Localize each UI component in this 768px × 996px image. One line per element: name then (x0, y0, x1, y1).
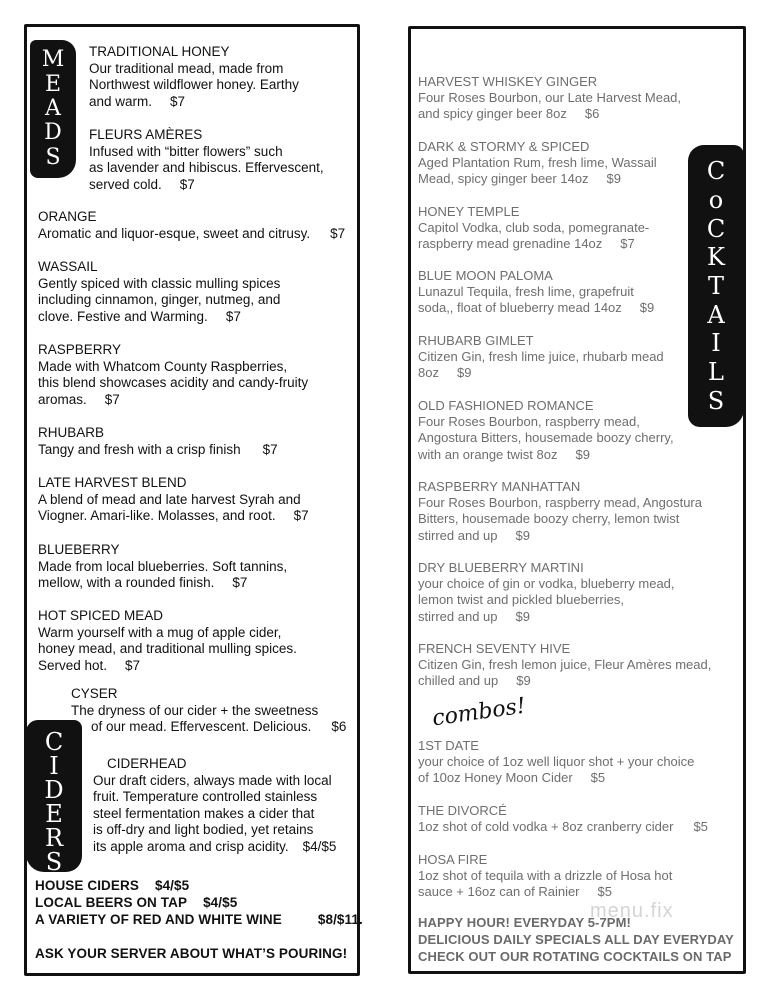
item-desc-line: sauce + 16oz can of Rainier (418, 884, 580, 900)
item-price: $9 (516, 673, 531, 689)
tab-letter: I (711, 329, 721, 358)
happy-hour-line: HAPPY HOUR! EVERYDAY 5-7PM! (418, 915, 631, 930)
cocktail-item (418, 560, 738, 625)
item-price: $7 (262, 441, 278, 457)
item-title: 1ST DATE (418, 738, 479, 753)
item-desc-line: Made from local blueberries. Soft tannins, (38, 558, 288, 574)
item-price: $9 (639, 300, 655, 316)
item-title: TRADITIONAL HONEY (89, 44, 230, 59)
cocktail-item (418, 268, 690, 317)
tab-letter: I (49, 752, 59, 780)
item-title: CIDERHEAD (107, 756, 187, 771)
tab-letter: R (44, 824, 64, 852)
item-desc-line: Served hot. (38, 657, 108, 673)
item-price: $5 (693, 819, 708, 835)
tab-letter: C (706, 214, 726, 243)
cocktails-section-tab (688, 145, 744, 427)
item-desc-line: soda,, float of blueberry mead 14oz (418, 300, 622, 316)
item-desc-line: this blend showcases acidity and candy-fruity (38, 375, 309, 391)
mead-item (38, 425, 360, 458)
combo-item (418, 738, 742, 787)
item-desc-line: stirred and up (418, 608, 498, 624)
item-desc-line: your choice of 1oz well liquor shot + your choice (418, 754, 695, 770)
mead-item (89, 127, 359, 193)
item-title: WASSAIL (38, 259, 98, 274)
cocktail-item (418, 74, 690, 123)
item-price: $9 (575, 446, 590, 462)
item-title: BLUE MOON PALOMA (418, 268, 553, 283)
item-desc-line: Mead, spicy ginger beer 14oz (418, 171, 589, 187)
item-title: RHUBARB (38, 425, 105, 440)
tab-letter: M (41, 47, 65, 73)
item-desc-line: Bitters, housemade boozy cherry, lemon twist (418, 511, 680, 527)
daily-specials-line: DELICIOUS DAILY SPECIALS ALL DAY EVERYDAY (418, 932, 734, 947)
item-price: $7 (179, 176, 195, 192)
item-price: $7 (330, 225, 346, 241)
item-desc-line: lemon twist and pickled blueberries, (418, 592, 624, 608)
item-price: $7 (225, 308, 241, 324)
item-desc-line: Tangy and fresh with a crisp finish (38, 441, 241, 457)
item-price: $7 (104, 391, 120, 407)
item-desc-line: Gently spiced with classic mulling spices (38, 275, 281, 291)
item-price: $5 (597, 884, 612, 900)
item-desc-line: chilled and up (418, 673, 499, 689)
mead-item (38, 342, 360, 408)
item-title: FRENCH SEVENTY HIVE (418, 641, 571, 656)
item-desc-line: Aromatic and liquor-esque, sweet and citrusy. (38, 225, 311, 241)
item-desc-line: of 10oz Honey Moon Cider (418, 770, 573, 786)
item-title: CYSER (71, 686, 118, 701)
item-title: HOSA FIRE (418, 852, 488, 867)
item-desc-line: clove. Festive and Warming. (38, 308, 208, 324)
item-desc-line: The dryness of our cider + the sweetness (71, 702, 319, 718)
tab-letter: K (707, 243, 725, 272)
item-title: HARVEST WHISKEY GINGER (418, 74, 598, 89)
item-title: OLD FASHIONED ROMANCE (418, 398, 594, 413)
item-desc-line: Our draft ciders, always made with local (93, 772, 332, 788)
item-price: $7 (125, 657, 141, 673)
item-price: $7 (170, 93, 186, 109)
item-price: $7 (293, 508, 309, 524)
cocktail-item (418, 398, 690, 463)
item-desc-line: stirred and up (418, 527, 498, 543)
item-desc-line: served cold. (89, 176, 162, 192)
item-price: $9 (456, 365, 472, 381)
item-desc-line: raspberry mead grenadine 14oz (418, 236, 603, 252)
item-desc-line: Made with Whatcom County Raspberries, (38, 358, 288, 374)
item-title: BLUEBERRY (38, 542, 120, 557)
item-price: $9 (515, 527, 530, 543)
item-price: $7 (620, 236, 635, 252)
item-desc-line: Lunazul Tequila, fresh lime, grapefruit (418, 284, 634, 300)
item-price: $9 (606, 171, 622, 187)
item-desc-line: Aged Plantation Rum, fresh lime, Wassail (418, 155, 657, 171)
item-desc-line: Capitol Vodka, club soda, pomegranate- (418, 220, 650, 236)
item-desc-line: 1oz shot of cold vodka + 8oz cranberry cider (418, 819, 674, 835)
item-price: $6 (331, 719, 347, 735)
tab-letter: A (45, 95, 61, 121)
item-desc-line: aromas. (38, 391, 87, 407)
item-title: DRY BLUEBERRY MARTINI (418, 560, 584, 575)
item-title: LATE HARVEST BLEND (38, 475, 187, 490)
item-desc-line: Citizen Gin, fresh lemon juice, Fleur Amères mead, (418, 657, 712, 673)
combo-item (418, 803, 742, 835)
item-desc-line: 8oz (418, 365, 439, 381)
ask-server-line: ASK YOUR SERVER ABOUT WHAT’S POURING! (35, 946, 348, 961)
item-desc-line: including cinnamon, ginger, nutmeg, and (38, 292, 281, 308)
tab-letter: A (707, 300, 725, 329)
local-beers-line: LOCAL BEERS ON TAP $4/$5 (35, 895, 238, 910)
item-desc-line: as lavender and hibiscus. Effervescent, (89, 160, 324, 176)
item-desc-line: and spicy ginger beer 8oz (418, 106, 567, 122)
item-desc-line: your choice of gin or vodka, blueberry mead, (418, 576, 675, 592)
tab-letter: C (706, 157, 726, 186)
mead-item (38, 608, 360, 674)
mead-item (89, 44, 359, 110)
item-desc-line: of our mead. Effervescent. Delicious. (91, 719, 312, 735)
item-desc-line: Four Roses Bourbon, raspberry mead, Angostura (418, 495, 702, 511)
wine-line: A VARIETY OF RED AND WHITE WINE $8/$11. (35, 912, 363, 927)
item-desc-line: A blend of mead and late harvest Syrah and (38, 491, 301, 507)
item-price: $5 (590, 770, 606, 786)
tab-letter: E (44, 71, 62, 97)
item-title: HOT SPICED MEAD (38, 608, 164, 623)
item-desc-line: with an orange twist 8oz (418, 446, 558, 462)
cider-item (71, 686, 359, 736)
cider-item (93, 756, 359, 856)
tab-letter: T (707, 271, 724, 300)
tab-letter: D (44, 776, 64, 804)
item-desc-line: fruit. Temperature controlled stainless (93, 789, 318, 805)
meads-section-tab (30, 40, 76, 178)
item-price: $7 (232, 575, 248, 591)
item-desc-line: Infused with “bitter flowers” such (89, 143, 283, 159)
item-desc-line: 1oz shot of tequila with a drizzle of Hosa hot (418, 868, 673, 884)
item-desc-line: is off-dry and light bodied, yet retains (93, 822, 314, 838)
tab-letter: E (45, 800, 63, 828)
item-title: RASPBERRY MANHATTAN (418, 479, 581, 494)
combo-item (418, 852, 742, 901)
item-price: $4/$5 (302, 838, 337, 854)
tab-letter: S (707, 386, 725, 415)
item-price: $9 (515, 608, 530, 624)
item-desc-line: Angostura Bitters, housemade boozy cherry, (418, 430, 674, 446)
item-title: FLEURS AMÈRES (89, 127, 203, 142)
ciders-section-tab (26, 720, 82, 876)
cocktail-item (418, 204, 690, 253)
item-desc-line: Warm yourself with a mug of apple cider, (38, 624, 282, 640)
item-desc-line: honey mead, and traditional mulling spices. (38, 641, 297, 657)
item-title: DARK & STORMY & SPICED (418, 139, 590, 154)
item-desc-line: Four Roses Bourbon, raspberry mead, (418, 414, 640, 430)
item-title: THE DIVORCÉ (418, 803, 507, 818)
cocktail-item (418, 479, 738, 544)
mead-item (38, 209, 360, 242)
tab-letter: o (708, 185, 724, 214)
item-desc-line: and warm. (89, 93, 153, 109)
tab-letter: C (44, 728, 64, 756)
watermark-logo: menu.fix (590, 900, 674, 922)
mead-item (38, 259, 360, 325)
item-title: ORANGE (38, 209, 97, 224)
item-desc-line: mellow, with a rounded finish. (38, 575, 215, 591)
tab-letter: D (44, 120, 62, 146)
item-desc-line: Northwest wildflower honey. Earthy (89, 77, 299, 93)
tab-letter: L (708, 357, 724, 386)
mead-item (38, 475, 360, 525)
item-title: RHUBARB GIMLET (418, 333, 534, 348)
combos-heading: combos! (430, 693, 528, 732)
item-price: $6 (584, 106, 600, 122)
cocktail-item (418, 641, 742, 690)
item-desc-line: its apple aroma and crisp acidity. (93, 838, 289, 854)
item-desc-line: Citizen Gin, fresh lime juice, rhubarb mead (418, 349, 664, 365)
item-desc-line: Our traditional mead, made from (89, 60, 284, 76)
tab-letter: S (45, 848, 63, 876)
item-desc-line: steel fermentation makes a cider that (93, 805, 315, 821)
item-title: HONEY TEMPLE (418, 204, 520, 219)
item-desc-line: Four Roses Bourbon, our Late Harvest Mead, (418, 90, 682, 106)
item-desc-line: Viogner. Amari-like. Molasses, and root. (38, 508, 276, 524)
mead-item (38, 542, 360, 592)
item-title: RASPBERRY (38, 342, 122, 357)
house-ciders-line: HOUSE CIDERS $4/$5 (35, 878, 190, 893)
cocktail-item (418, 333, 690, 382)
cocktail-item (418, 139, 690, 188)
rotating-cocktails-line: CHECK OUT OUR ROTATING COCKTAILS ON TAP (418, 949, 732, 964)
tab-letter: S (45, 144, 61, 170)
